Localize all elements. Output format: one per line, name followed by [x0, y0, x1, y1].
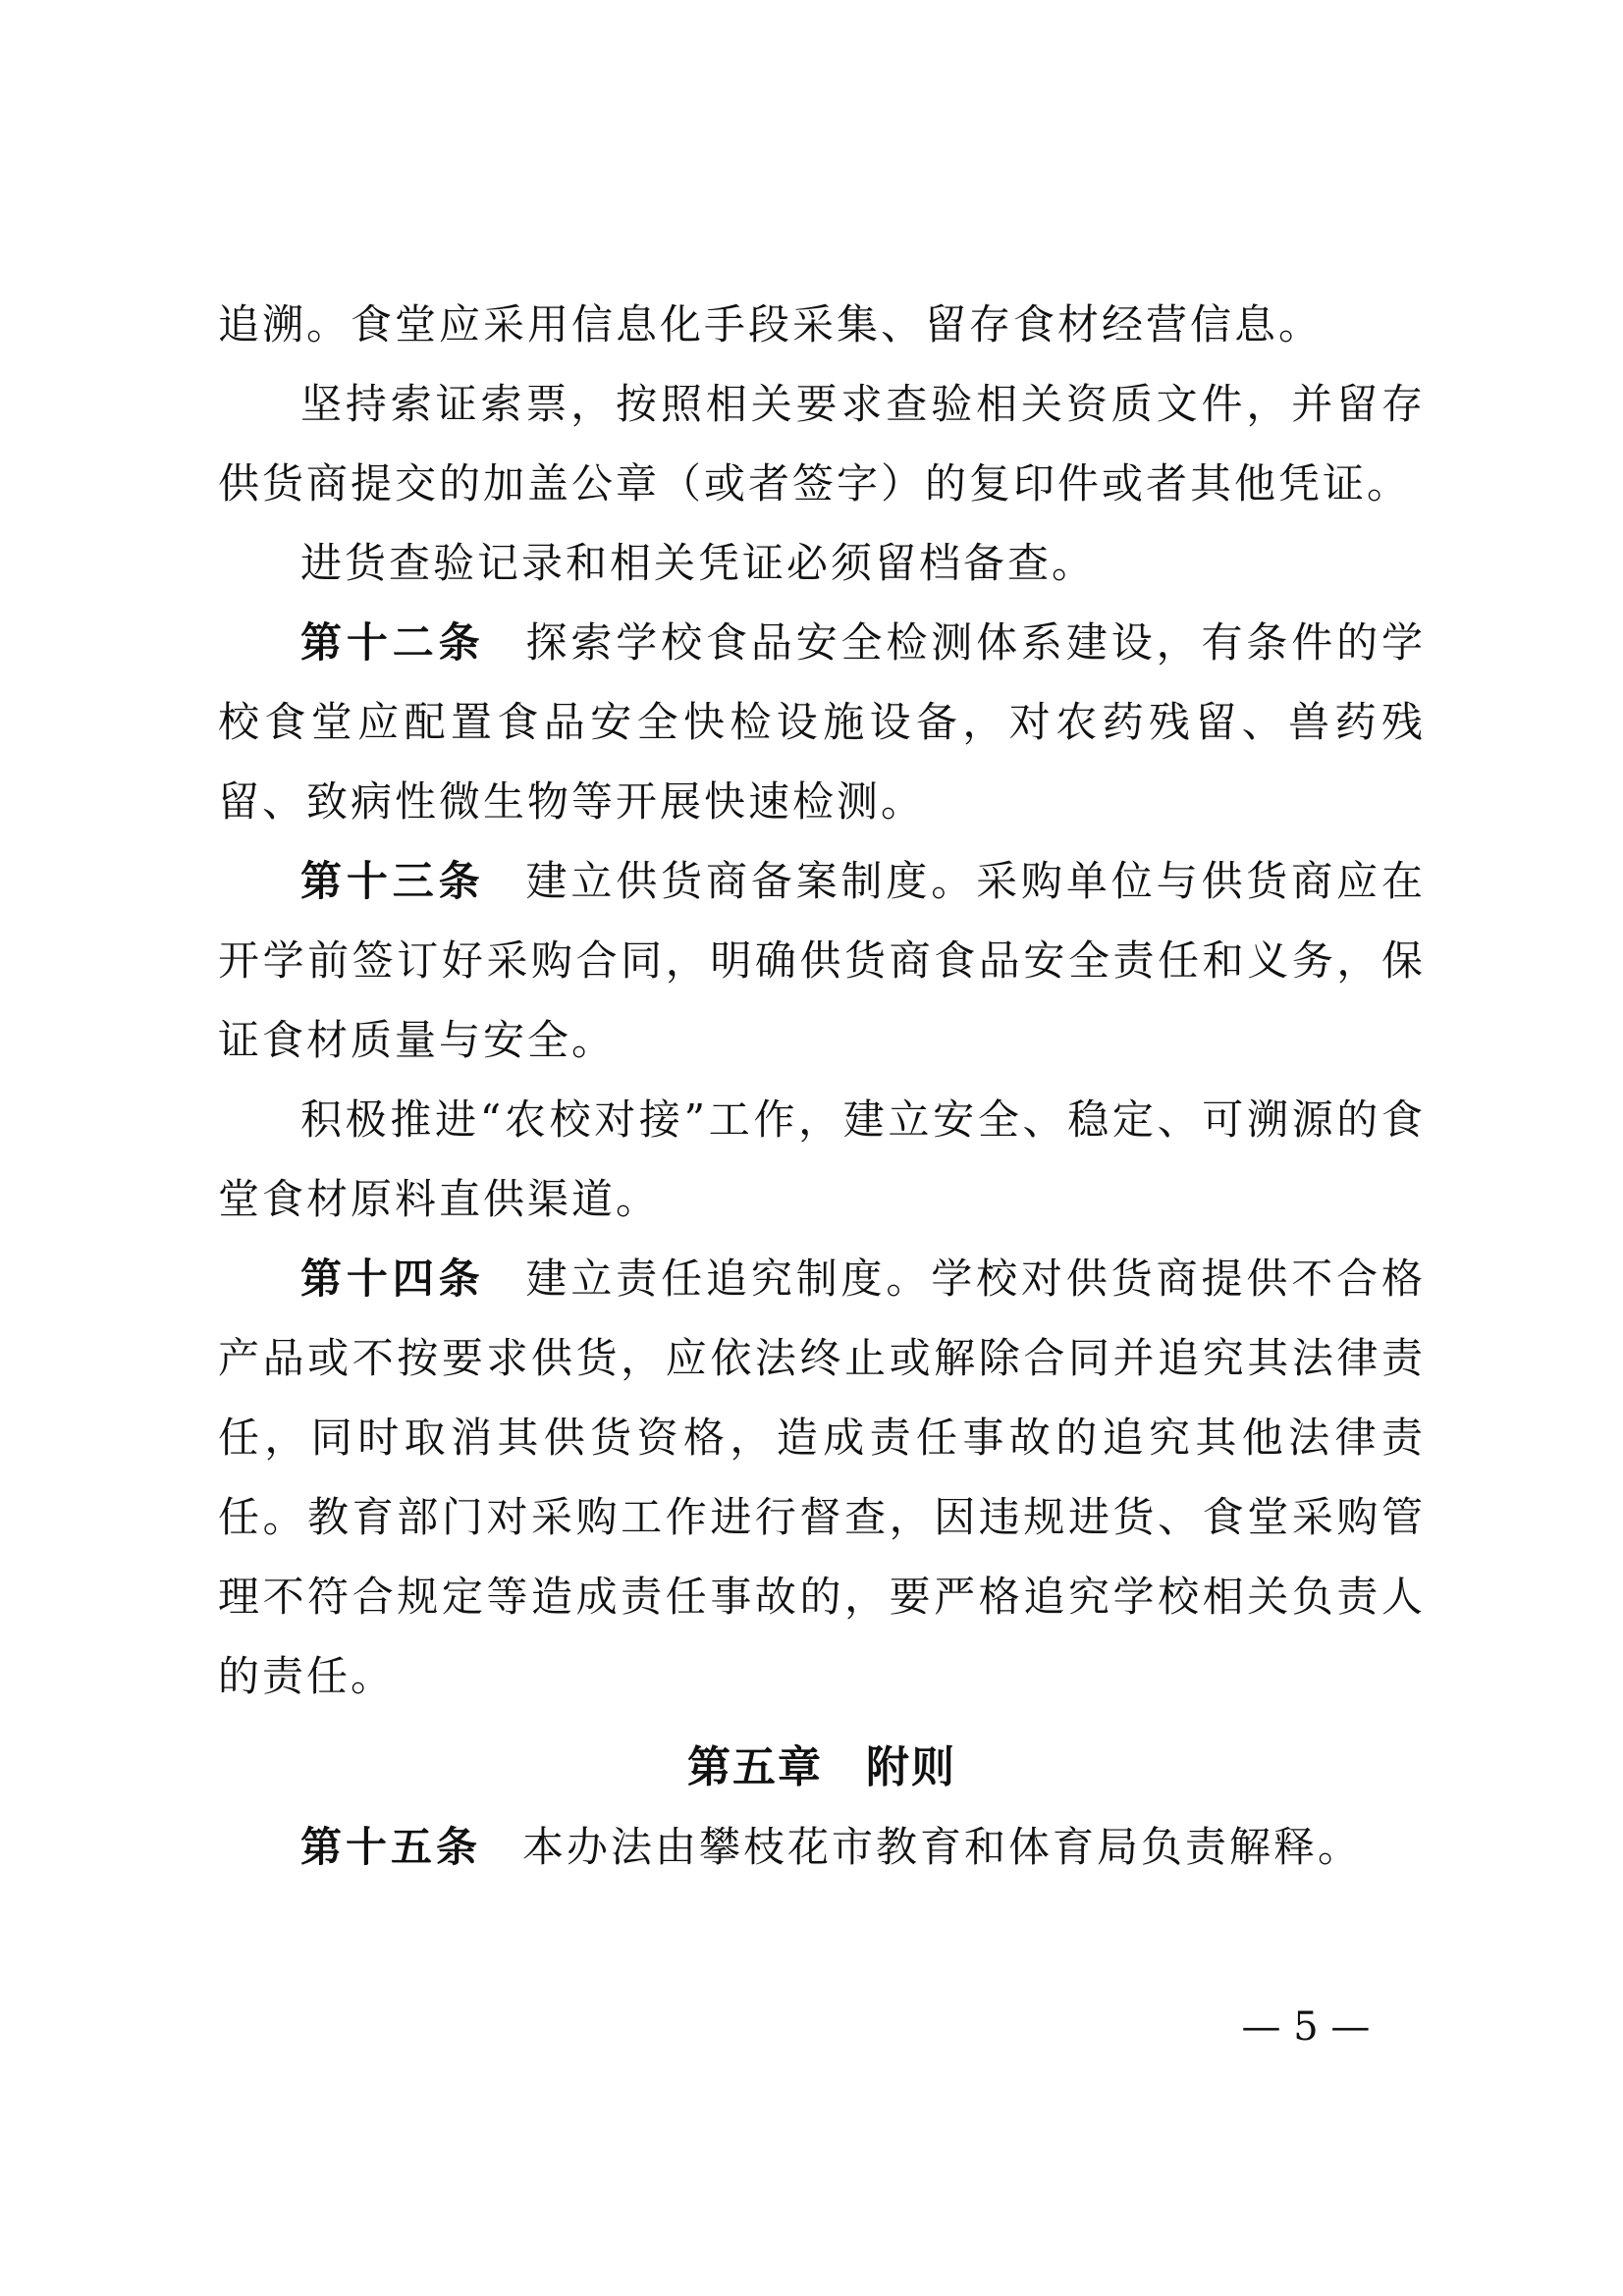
article-12-text: 探索学校食品安全检测体系建设，有条件的学校食堂应配置食品安全快检设施设备，对农药残留、兽药残留、致病性微生物等开展快速检测。 — [218, 618, 1426, 826]
page-number: — 5 — — [1241, 2004, 1371, 2050]
paragraph-certificates: 坚持索证索票，按照相关要求查验相关资质文件，并留存供货商提交的加盖公章（或者签字）的复印件或者其他凭证。 — [218, 380, 1426, 507]
article-15 — [218, 1807, 1426, 1887]
article-13-number: 第十三条 — [300, 857, 485, 905]
chapter-heading — [218, 1728, 1426, 1807]
paragraph-traceability-continued: 追溯。食堂应采用信息化手段采集、留存食材经营信息。 — [218, 300, 1324, 348]
chapter-title: 附则 — [866, 1742, 956, 1792]
article-14 — [218, 1239, 1426, 1716]
article-12-number: 第十二条 — [300, 618, 485, 667]
paragraph-farm-school: 积极推进“农校对接”工作，建立安全、稳定、可溯源的食堂食材原料直供渠道。 — [218, 1095, 1426, 1223]
article-13 — [218, 841, 1426, 1080]
article-12 — [218, 603, 1426, 841]
article-13-text: 建立供货商备案制度。采购单位与供货商应在开学前签订好采购合同，明确供货商食品安全责任和义务，保证食材质量与安全。 — [218, 857, 1426, 1064]
article-15-text: 本办法由攀枝花市教育和体育局负责解释。 — [522, 1823, 1363, 1871]
article-14-text: 建立责任追究制度。学校对供货商提供不合格产品或不按要求供货，应依法终止或解除合同并追究其法律责任，同时取消其供货资格，造成责任事故的追究其他法律责任。教育部门对采购工作进行督查，因违规进货、食堂采购管理不符合规定等造成责任事故的，要严格追究学校相关负责人的责任。 — [218, 1255, 1426, 1700]
article-14-number: 第十四条 — [300, 1255, 485, 1303]
paragraph-archive: 进货查验记录和相关凭证必须留档备查。 — [300, 539, 1097, 587]
chapter-name: 第五章 — [687, 1742, 823, 1792]
article-15-number: 第十五条 — [300, 1823, 482, 1871]
